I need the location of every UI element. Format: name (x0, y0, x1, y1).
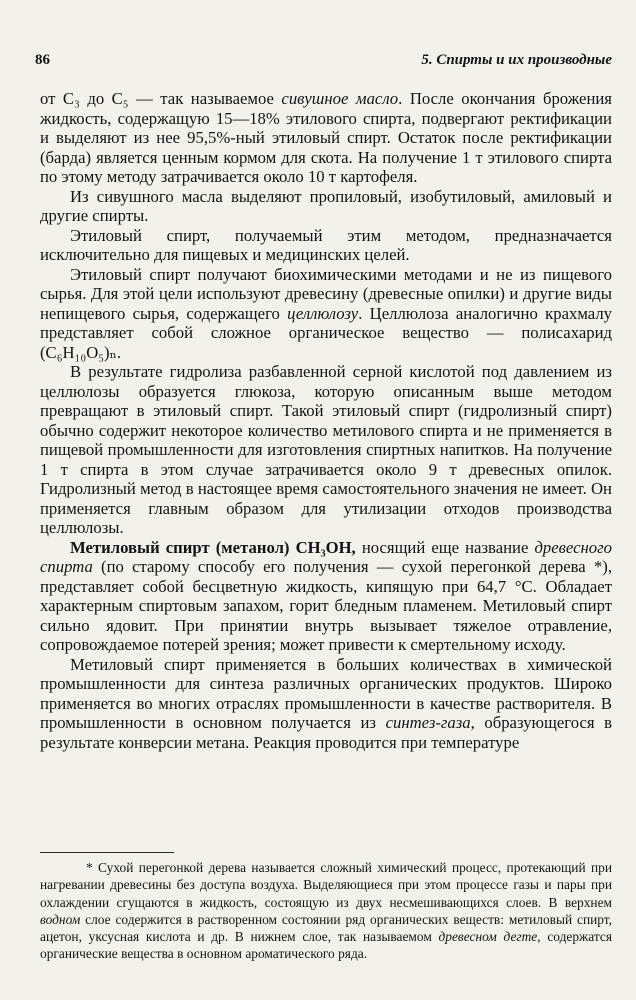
running-head (35, 49, 612, 71)
term-wood-spirit: древесного спирта (40, 537, 612, 576)
paragraph-2: Из сивушного масла выделяют пропиловый, изобутиловый, амиловый и другие спирты. (40, 186, 612, 225)
main-text (40, 89, 612, 752)
chapter-title: 5. Спирты и их производные (421, 52, 612, 68)
p6-text-b: (по старому способу его получения — сухой перегонкой дерева *), представляет собой бесцветную жидкость, кипящую при 64,7 °C. Обладает характерным спиртовым запахом, горит бледным пламенем. Метиловый спирт сильно ядовит. При принятии внутрь вызывает тяжелое отравление, сопровождаемое потерей зрения; может привести к смертельному исходу. (40, 557, 612, 654)
p6-text-a: носящий еще название (355, 537, 535, 557)
footnote (40, 859, 612, 963)
p1-text: от C₃ до C₅ — так называемое (40, 89, 282, 108)
term-aqueous: водном (40, 911, 81, 927)
paragraph-3: Этиловый спирт, получаемый этим методом, предназначается исключительно для пищевых и медицинских целей. (40, 225, 612, 264)
p4-text-a: Этиловый спирт получают биохимическими методами и не из пищевого сырья. Для этой цели используют древесину (древесные опилки) и другие виды непищевого сырья, содержащего (40, 264, 612, 323)
paragraph-5: В результате гидролиза разбавленной серной кислотой под давлением из целлюлозы образуется глюкоза, которую описанным выше методом превращают в этиловый спирт. Такой этиловый спирт (гидролизный спирт) обычно содержит некоторое количество метилового спирта и не применяется в пищевой промышленности для изготовления спиртных напитков. На получение 1 т спирта в этом случае затрачивается около 9 т древесных опилок. Гидролизный метод в настоящее время самостоятельного значения не имеет. Он применяется главным образом для утилизации отходов производства целлюлозы. (40, 362, 612, 537)
term-syngas: синтез-газа (385, 713, 471, 732)
footnote-text-b: слое содержится в растворенном состоянии ряд органических веществ: метиловый спирт, ацетон, уксусная кислота и др. В нижнем слое, так называемом (40, 911, 612, 945)
p1-rest: . После окончания брожения жидкость, содержащую 15—18% этилового спирта, подвергают ректификации и выделяют из нее 95,5%-ный этиловый спирт. Остаток после ректификации (барда) является ценным кормом для скота. На получение 1 т этилового спирта по этому методу затрачивается около 10 т картофеля. (40, 89, 612, 186)
term-fusel-oil: сивушное масло (281, 89, 399, 108)
term-cellulose: целлюлозу (287, 303, 359, 323)
footnote-text-c: , содержатся органические вещества в основном ароматического ряда. (40, 929, 612, 962)
p7-text-b: , образующегося в результате конверсии метана. Реакция проводится при температуре (40, 713, 613, 752)
page-number: 86 (35, 52, 50, 68)
paragraph-1 (40, 89, 612, 187)
p4-text-b: . Целлюлоза аналогично крахмалу представляет собой сложное органическое вещество — полисахарид (C₆H₁₀O₅)ₙ. (40, 303, 612, 362)
paragraph-7 (40, 655, 612, 753)
paragraph-6 (40, 538, 612, 655)
paragraph-4 (40, 265, 612, 363)
p7-text-a: Метиловый спирт применяется в больших количествах в химической промышленности для синтеза различных органических продуктов. Широко применяется во многих отраслях промышленности в качестве растворителя. В промышленности в основном получается из (40, 654, 612, 732)
term-methanol: Метиловый спирт (метанол) CH₃OH, (70, 537, 356, 557)
footnote-divider (40, 852, 174, 853)
footnote-paragraph (40, 859, 612, 963)
term-wood-tar: древесном дегте (438, 929, 538, 945)
footnote-text-a: * Сухой перегонкой дерева называется сложный химический процесс, протекающий при нагревании древесины без доступа воздуха. Выделяющиеся при этом процессе газы и пары при охлаждении сгущаются в жидкость, состоящую из двух несмешивающихся слоев. В верхнем (40, 860, 612, 910)
